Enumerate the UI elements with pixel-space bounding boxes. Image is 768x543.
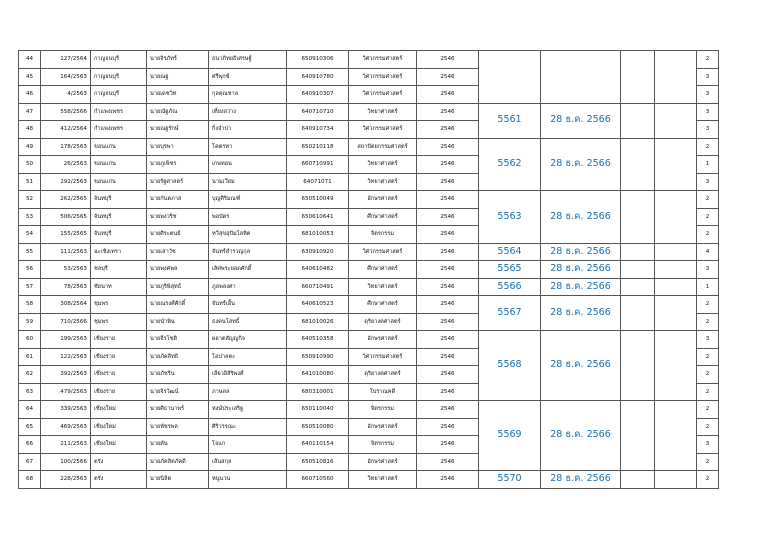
certificate-date-cell — [541, 51, 621, 104]
row-number-cell: 60 — [19, 331, 41, 349]
row-number-cell: 61 — [19, 348, 41, 366]
row-number-cell: 54 — [19, 226, 41, 244]
row-number-cell: 62 — [19, 366, 41, 384]
student-id-cell: 650510049 — [287, 191, 349, 209]
year-cell: 2546 — [417, 173, 479, 191]
row-number-cell: 68 — [19, 471, 41, 489]
last-name-cell: ธนาภิทยธิเศรษฐ์ — [209, 51, 287, 69]
first-name-cell: นายเดชวิท — [147, 86, 209, 104]
reference-number-cell: 178/2563 — [41, 138, 91, 156]
table-row — [19, 191, 719, 209]
count-cell: 2 — [697, 191, 719, 209]
count-cell: 1 — [697, 156, 719, 174]
reference-number-cell: 100/2566 — [41, 453, 91, 471]
province-cell: เชียงราย — [91, 331, 147, 349]
row-number-cell: 59 — [19, 313, 41, 331]
reference-number-cell: 164/2563 — [41, 68, 91, 86]
count-cell: 3 — [697, 173, 719, 191]
faculty-cell: จิตรกรรม — [349, 226, 417, 244]
faculty-cell: วิทยาศาสตร์ — [349, 278, 417, 296]
certificate-date-cell: 28 ธ.ค. 2566 — [541, 191, 621, 244]
reference-number-cell: 211/2563 — [41, 436, 91, 454]
blank-cell-a — [621, 278, 655, 296]
certificate-date-cell: 28 ธ.ค. 2566 — [541, 243, 621, 261]
province-cell: ขอนแก่น — [91, 156, 147, 174]
blank-cell-a — [621, 331, 655, 401]
blank-cell-a — [621, 471, 655, 489]
count-cell: 3 — [697, 331, 719, 349]
count-cell: 2 — [697, 418, 719, 436]
year-cell: 2546 — [417, 138, 479, 156]
faculty-cell: ศึกษาศาสตร์ — [349, 261, 417, 279]
certificate-date-cell: 28 ธ.ค. 2566 — [541, 138, 621, 191]
table-row — [19, 296, 719, 314]
first-name-cell: นายณฐรักษ์ — [147, 121, 209, 139]
certificate-date-cell: 28 ธ.ค. 2566 — [541, 401, 621, 471]
blank-cell-a — [621, 401, 655, 471]
reference-number-cell: 53/2563 — [41, 261, 91, 279]
last-name-cell: โคตรทา — [209, 138, 287, 156]
first-name-cell: นายรัฐศาสตร์ — [147, 173, 209, 191]
count-cell: 3 — [697, 68, 719, 86]
student-id-cell: 640910734 — [287, 121, 349, 139]
last-name-cell: เส้นสกุล — [209, 453, 287, 471]
faculty-cell: ศึกษาศาสตร์ — [349, 296, 417, 314]
row-number-cell: 53 — [19, 208, 41, 226]
first-name-cell: นายพัชรพล — [147, 418, 209, 436]
certificate-date-cell: 28 ธ.ค. 2566 — [541, 278, 621, 296]
table-row — [19, 331, 719, 349]
first-name-cell: นายจีรโชติ — [147, 331, 209, 349]
count-cell: 2 — [697, 348, 719, 366]
reference-number-cell: 292/2563 — [41, 173, 91, 191]
count-cell: 4 — [697, 243, 719, 261]
faculty-cell: ดุริยางคศาสตร์ — [349, 366, 417, 384]
table-body — [19, 51, 719, 489]
certificate-number-cell: 5562 — [479, 138, 541, 191]
row-number-cell: 66 — [19, 436, 41, 454]
year-cell: 2546 — [417, 156, 479, 174]
year-cell: 2546 — [417, 401, 479, 419]
faculty-cell: วิทยาศาสตร์ — [349, 173, 417, 191]
year-cell: 2546 — [417, 366, 479, 384]
row-number-cell: 50 — [19, 156, 41, 174]
faculty-cell: วิศวกรรมศาสตร์ — [349, 243, 417, 261]
reference-number-cell: 558/2566 — [41, 103, 91, 121]
faculty-cell: วิศวกรรมศาสตร์ — [349, 68, 417, 86]
first-name-cell: นายเสาวัช — [147, 243, 209, 261]
certificate-number-cell: 5563 — [479, 191, 541, 244]
faculty-cell: อักษรศาสตร์ — [349, 453, 417, 471]
certificate-table — [18, 50, 719, 489]
faculty-cell: วิศวกรรมศาสตร์ — [349, 121, 417, 139]
province-cell: ชัยนาท — [91, 278, 147, 296]
last-name-cell: จันทร์สำรวญกุล — [209, 243, 287, 261]
year-cell: 2546 — [417, 208, 479, 226]
student-id-cell: 681010026 — [287, 313, 349, 331]
row-number-cell: 51 — [19, 173, 41, 191]
province-cell: ชุมพร — [91, 313, 147, 331]
last-name-cell: หนูนวน — [209, 471, 287, 489]
certificate-number-cell — [479, 51, 541, 104]
first-name-cell: นายภูริพิสุทธ์ — [147, 278, 209, 296]
faculty-cell: วิศวกรรมศาสตร์ — [349, 348, 417, 366]
last-name-cell: ธงคนโสทธิ์ — [209, 313, 287, 331]
row-number-cell: 47 — [19, 103, 41, 121]
faculty-cell: วิศวกรรมศาสตร์ — [349, 86, 417, 104]
student-id-cell: 641010080 — [287, 366, 349, 384]
province-cell: จันทบุรี — [91, 208, 147, 226]
row-number-cell: 67 — [19, 453, 41, 471]
certificate-number-cell: 5569 — [479, 401, 541, 471]
blank-cell-b — [655, 471, 697, 489]
count-cell: 3 — [697, 261, 719, 279]
first-name-cell: นายณรงศ์ศักดิ์ — [147, 296, 209, 314]
reference-number-cell: 122/2563 — [41, 348, 91, 366]
province-cell: เชียงราย — [91, 383, 147, 401]
reference-number-cell: 412/2564 — [41, 121, 91, 139]
row-number-cell: 49 — [19, 138, 41, 156]
table-row — [19, 103, 719, 121]
province-cell: กำแพงเพชร — [91, 121, 147, 139]
province-cell: เชียงราย — [91, 366, 147, 384]
year-cell: 2546 — [417, 348, 479, 366]
last-name-cell: กิ่งจำปา — [209, 121, 287, 139]
year-cell: 2546 — [417, 418, 479, 436]
first-name-cell: นายพงวริช — [147, 208, 209, 226]
year-cell: 2546 — [417, 121, 479, 139]
count-cell: 2 — [697, 471, 719, 489]
count-cell: 3 — [697, 121, 719, 139]
province-cell: เชียงใหม่ — [91, 436, 147, 454]
province-cell: ขอนแก่น — [91, 173, 147, 191]
blank-cell-b — [655, 331, 697, 401]
year-cell: 2546 — [417, 226, 479, 244]
last-name-cell: โอปาลตะ — [209, 348, 287, 366]
last-name-cell: หงษ์ประเสริฐ — [209, 401, 287, 419]
table-row — [19, 401, 719, 419]
first-name-cell: นายบุรพา — [147, 138, 209, 156]
student-id-cell: 650510816 — [287, 453, 349, 471]
student-id-cell: 681010053 — [287, 226, 349, 244]
reference-number-cell: 155/2565 — [41, 226, 91, 244]
row-number-cell: 63 — [19, 383, 41, 401]
reference-number-cell: 392/2563 — [41, 366, 91, 384]
province-cell: กำแพงเพชร — [91, 103, 147, 121]
province-cell: ชุมพร — [91, 296, 147, 314]
count-cell: 2 — [697, 383, 719, 401]
count-cell: 2 — [697, 453, 719, 471]
reference-number-cell: 127/2564 — [41, 51, 91, 69]
blank-cell-a — [621, 191, 655, 244]
student-id-cell: 650510080 — [287, 418, 349, 436]
year-cell: 2546 — [417, 331, 479, 349]
last-name-cell: ภาษลล — [209, 383, 287, 401]
student-id-cell: 650610641 — [287, 208, 349, 226]
province-cell: ตรัง — [91, 471, 147, 489]
table-row — [19, 138, 719, 156]
faculty-cell: จิตรกรรม — [349, 436, 417, 454]
reference-number-cell: 479/2563 — [41, 383, 91, 401]
year-cell: 2546 — [417, 383, 479, 401]
count-cell: 1 — [697, 278, 719, 296]
table-row — [19, 261, 719, 279]
table-row — [19, 278, 719, 296]
first-name-cell: นายภัชริน — [147, 366, 209, 384]
faculty-cell: จิตรกรรม — [349, 401, 417, 419]
year-cell: 2546 — [417, 296, 479, 314]
student-id-cell: 660710991 — [287, 156, 349, 174]
blank-cell-b — [655, 401, 697, 471]
province-cell: ชลบุรี — [91, 261, 147, 279]
reference-number-cell: 26/2563 — [41, 156, 91, 174]
certificate-number-cell: 5561 — [479, 103, 541, 138]
count-cell: 2 — [697, 138, 719, 156]
blank-cell-a — [621, 103, 655, 138]
last-name-cell: พลบัตร — [209, 208, 287, 226]
year-cell: 2546 — [417, 278, 479, 296]
blank-cell-a — [621, 51, 655, 104]
count-cell: 2 — [697, 296, 719, 314]
faculty-cell: ศึกษาศาสตร์ — [349, 208, 417, 226]
faculty-cell: โบราณคดี — [349, 383, 417, 401]
student-id-cell: 640610523 — [287, 296, 349, 314]
certificate-number-cell: 5568 — [479, 331, 541, 401]
year-cell: 2546 — [417, 243, 479, 261]
row-number-cell: 64 — [19, 401, 41, 419]
table-row — [19, 243, 719, 261]
certificate-date-cell: 28 ธ.ค. 2566 — [541, 261, 621, 279]
last-name-cell: โจแก — [209, 436, 287, 454]
table-row — [19, 51, 719, 69]
reference-number-cell: 199/2563 — [41, 331, 91, 349]
student-id-cell: 630910920 — [287, 243, 349, 261]
last-name-cell: เลียวอิสิริพงศ์ — [209, 366, 287, 384]
blank-cell-b — [655, 278, 697, 296]
student-id-cell: 650910306 — [287, 51, 349, 69]
last-name-cell: เที่ยงสว่าง — [209, 103, 287, 121]
reference-number-cell: 339/2563 — [41, 401, 91, 419]
row-number-cell: 56 — [19, 261, 41, 279]
count-cell: 2 — [697, 226, 719, 244]
first-name-cell: นายจิรวัฒน์ — [147, 383, 209, 401]
count-cell: 2 — [697, 401, 719, 419]
first-name-cell: นายกันตภาส — [147, 191, 209, 209]
certificate-date-cell: 28 ธ.ค. 2566 — [541, 103, 621, 138]
last-name-cell: เกษทอน — [209, 156, 287, 174]
certificate-number-cell: 5565 — [479, 261, 541, 279]
first-name-cell: นายนิลิต — [147, 471, 209, 489]
certificate-date-cell: 28 ธ.ค. 2566 — [541, 296, 621, 331]
province-cell: กาญจนบุรี — [91, 68, 147, 86]
faculty-cell: อักษรศาสตร์ — [349, 331, 417, 349]
certificate-date-cell: 28 ธ.ค. 2566 — [541, 471, 621, 489]
faculty-cell: วิศวกรรมศาสตร์ — [349, 51, 417, 69]
year-cell: 2546 — [417, 103, 479, 121]
year-cell: 2546 — [417, 471, 479, 489]
first-name-cell: นายภูเพ็ชร — [147, 156, 209, 174]
province-cell: กาญจนบุรี — [91, 51, 147, 69]
faculty-cell: วิทยาศาสตร์ — [349, 156, 417, 174]
blank-cell-a — [621, 243, 655, 261]
last-name-cell: เลิศพระยอดศักดิ์ — [209, 261, 287, 279]
year-cell: 2546 — [417, 68, 479, 86]
faculty-cell: อักษรศาสตร์ — [349, 418, 417, 436]
certificate-number-cell: 5564 — [479, 243, 541, 261]
row-number-cell: 46 — [19, 86, 41, 104]
first-name-cell: นายพงศพล — [147, 261, 209, 279]
last-name-cell: จันทร์เอิ้น — [209, 296, 287, 314]
faculty-cell: วิทยาศาสตร์ — [349, 103, 417, 121]
count-cell: 2 — [697, 366, 719, 384]
blank-cell-a — [621, 296, 655, 331]
row-number-cell: 48 — [19, 121, 41, 139]
student-id-cell: 640710710 — [287, 103, 349, 121]
row-number-cell: 57 — [19, 278, 41, 296]
count-cell: 3 — [697, 436, 719, 454]
student-id-cell: 680310001 — [287, 383, 349, 401]
year-cell: 2546 — [417, 51, 479, 69]
reference-number-cell: 469/2563 — [41, 418, 91, 436]
faculty-cell: สถาปัตยกรรมศาสตร์ — [349, 138, 417, 156]
student-id-cell: 650110040 — [287, 401, 349, 419]
province-cell: ตรัง — [91, 453, 147, 471]
blank-cell-b — [655, 296, 697, 331]
student-id-cell: 640610482 — [287, 261, 349, 279]
first-name-cell: นายศิธานาพร์ — [147, 401, 209, 419]
blank-cell-a — [621, 261, 655, 279]
student-id-cell: 640110154 — [287, 436, 349, 454]
count-cell: 2 — [697, 51, 719, 69]
province-cell: ฉะเชิงเทรา — [91, 243, 147, 261]
first-name-cell: นายณฐ — [147, 68, 209, 86]
last-name-cell: ผลาตสัญญกิจ — [209, 331, 287, 349]
blank-cell-b — [655, 243, 697, 261]
last-name-cell: บุญศิริมณฑ์ — [209, 191, 287, 209]
last-name-cell: กุลคุณชาล — [209, 86, 287, 104]
last-name-cell: ภูลพลงศา — [209, 278, 287, 296]
certificate-number-cell: 5570 — [479, 471, 541, 489]
reference-number-cell: 262/2565 — [41, 191, 91, 209]
reference-number-cell: 308/2564 — [41, 296, 91, 314]
student-id-cell: 640910307 — [287, 86, 349, 104]
count-cell: 3 — [697, 103, 719, 121]
blank-cell-b — [655, 191, 697, 244]
count-cell: 2 — [697, 313, 719, 331]
student-id-cell: 640510358 — [287, 331, 349, 349]
student-id-cell: 650910990 — [287, 348, 349, 366]
province-cell: เชียงใหม่ — [91, 418, 147, 436]
province-cell: ขอนแก่น — [91, 138, 147, 156]
faculty-cell: อักษรศาสตร์ — [349, 191, 417, 209]
faculty-cell: ดุริยางคศาสตร์ — [349, 313, 417, 331]
first-name-cell: นายนำพิน — [147, 313, 209, 331]
first-name-cell: นายตัน — [147, 436, 209, 454]
student-id-cell: 64071071 — [287, 173, 349, 191]
first-name-cell: นายจิรภัทร์ — [147, 51, 209, 69]
last-name-cell: ทวีสุขอุปัมโลหิต — [209, 226, 287, 244]
row-number-cell: 55 — [19, 243, 41, 261]
student-id-cell: 650210118 — [287, 138, 349, 156]
count-cell: 3 — [697, 86, 719, 104]
certificate-date-cell: 28 ธ.ค. 2566 — [541, 331, 621, 401]
certificate-number-cell: 5567 — [479, 296, 541, 331]
blank-cell-b — [655, 51, 697, 104]
blank-cell-b — [655, 261, 697, 279]
first-name-cell: นายศิระตนย์ — [147, 226, 209, 244]
last-name-cell: นามเวียม — [209, 173, 287, 191]
first-name-cell: นายภัคสิตภัคดี — [147, 453, 209, 471]
province-cell: เชียงราย — [91, 348, 147, 366]
row-number-cell: 45 — [19, 68, 41, 86]
blank-cell-b — [655, 138, 697, 191]
count-cell: 2 — [697, 208, 719, 226]
last-name-cell: ศิริวรรณะ — [209, 418, 287, 436]
province-cell: จันทบุรี — [91, 226, 147, 244]
reference-number-cell: 78/2563 — [41, 278, 91, 296]
last-name-cell: ศรีพุกซ์ — [209, 68, 287, 86]
year-cell: 2546 — [417, 191, 479, 209]
reference-number-cell: 111/2563 — [41, 243, 91, 261]
first-name-cell: นายภัคสิทธิ — [147, 348, 209, 366]
certificate-number-cell: 5566 — [479, 278, 541, 296]
reference-number-cell: 4/2563 — [41, 86, 91, 104]
blank-cell-a — [621, 138, 655, 191]
faculty-cell: วิทยาศาสตร์ — [349, 471, 417, 489]
row-number-cell: 58 — [19, 296, 41, 314]
row-number-cell: 52 — [19, 191, 41, 209]
year-cell: 2546 — [417, 86, 479, 104]
province-cell: จันทบุรี — [91, 191, 147, 209]
student-id-cell: 660710560 — [287, 471, 349, 489]
year-cell: 2546 — [417, 261, 479, 279]
row-number-cell: 65 — [19, 418, 41, 436]
student-id-cell: 660710491 — [287, 278, 349, 296]
year-cell: 2546 — [417, 453, 479, 471]
table-row — [19, 471, 719, 489]
blank-cell-b — [655, 103, 697, 138]
province-cell: เชียงใหม่ — [91, 401, 147, 419]
reference-number-cell: 710/2566 — [41, 313, 91, 331]
reference-number-cell: 506/2565 — [41, 208, 91, 226]
year-cell: 2546 — [417, 436, 479, 454]
first-name-cell: นายณัฐภัณ — [147, 103, 209, 121]
reference-number-cell: 228/2563 — [41, 471, 91, 489]
student-id-cell: 640910780 — [287, 68, 349, 86]
row-number-cell: 44 — [19, 51, 41, 69]
year-cell: 2546 — [417, 313, 479, 331]
province-cell: กาญจนบุรี — [91, 86, 147, 104]
